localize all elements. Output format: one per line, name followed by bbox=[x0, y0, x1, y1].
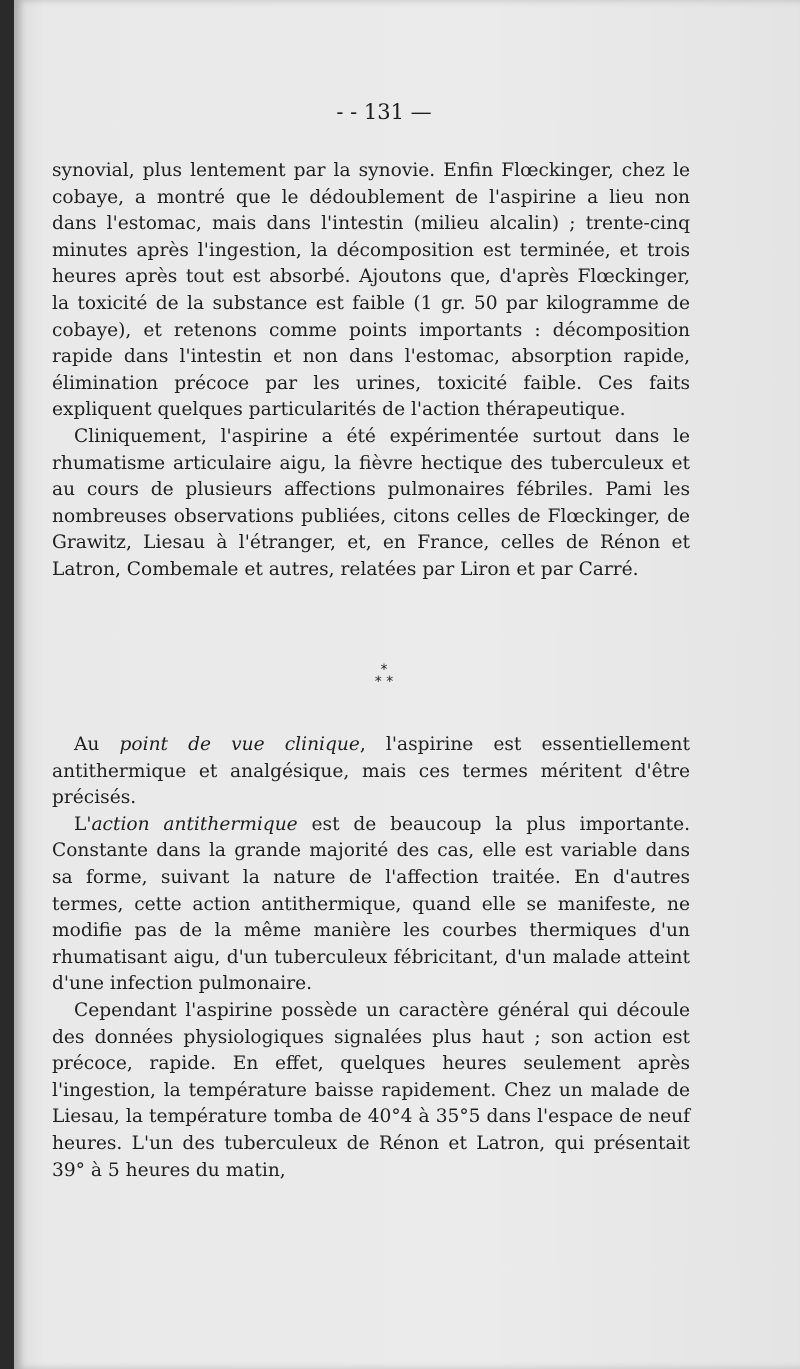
paragraph-text: est de beaucoup la plus importante. Constante dans la grande majorité des cas, elle est variable dans sa forme, suivant la nature de l'affection traitée. En d'autres termes, cette action antithermique, quand elle se manifeste, ne modifie pas de la même manière les courbes thermiques d'un rhumatisant aigu, d'un tuberculeux fébricitant, d'un malade atteint d'une infection pulmonaire. bbox=[52, 813, 690, 995]
asterism-separator bbox=[14, 664, 754, 688]
text-block-bottom bbox=[52, 732, 690, 1184]
asterism-top-star: * bbox=[380, 662, 388, 678]
page-number: - - 131 — bbox=[336, 100, 432, 124]
book-page bbox=[14, 0, 800, 1369]
paragraph: synovial, plus lentement par la synovie. Enfin Flœckinger, chez le cobaye, a montré que le dédoublement de l'aspirine a lieu non dans l'estomac, mais dans l'intestin (milieu alcalin) ; trente-cinq minutes après l'ingestion, la décomposition est terminée, et trois heures après tout est absorbé. Ajoutons que, d'après Flœckinger, la toxicité de la substance est faible (1 gr. 50 par kilogramme de cobaye), et retenons comme points importants : décomposition rapide dans l'intestin et non dans l'estomac, absorption rapide, élimination précoce par les urines, toxicité faible. Ces faits expliquent quelques particularités de l'action thérapeutique. bbox=[52, 160, 690, 421]
asterism-bottom-stars: * * bbox=[374, 674, 394, 690]
paragraph-text: L' bbox=[74, 813, 92, 835]
paragraph bbox=[52, 732, 690, 812]
italic-phrase: action antithermique bbox=[91, 813, 298, 835]
paragraph bbox=[52, 812, 690, 998]
paragraph: Cependant l'aspirine possède un caractère général qui découle des données physiologiques signalées plus haut ; son action est précoce, rapide. En effet, quelques heures seulement après l'ingestion, la température baisse rapidement. Chez un malade de Liesau, la température tomba de 40°4 à 35°5 dans l'espace de neuf heures. L'un des tuberculeux de Rénon et Latron, qui présentait 39° à 5 heures du matin, bbox=[52, 999, 690, 1181]
paragraph: Cliniquement, l'aspirine a été expérimentée surtout dans le rhumatisme articulaire aigu, la fièvre hectique des tuberculeux et au cours de plusieurs affections pulmonaires fébriles. Pami les nombreuses observations publiées, citons celles de Flœckinger, de Grawitz, Liesau à l'étranger, et, en France, celles de Rénon et Latron, Combemale et autres, relatées par Liron et par Carré. bbox=[52, 425, 690, 580]
paragraph-text: Au bbox=[74, 734, 120, 755]
text-block-top bbox=[52, 158, 690, 584]
italic-phrase: point de vue clinique bbox=[119, 734, 360, 755]
paragraph-text: , l'aspirine est essentiellement antithermique et analgésique, mais ces termes méritent d'être précisés. bbox=[52, 734, 690, 809]
